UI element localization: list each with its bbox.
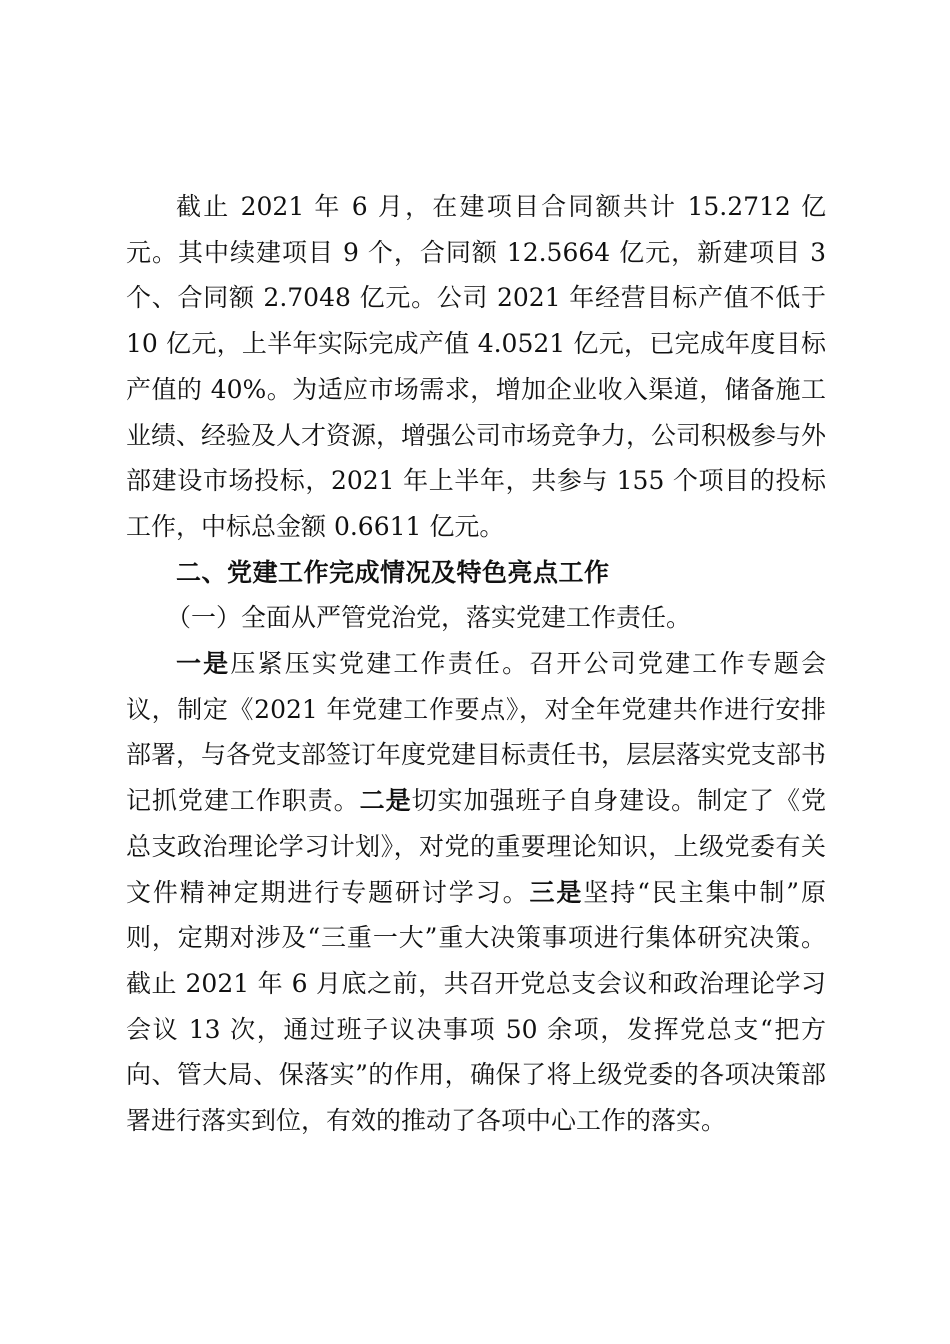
lead-phrase-second: 二是 <box>359 786 412 816</box>
paragraph-text-third: 坚持“民主集中制”原则，定期对涉及“三重一大”重大决策事项进行集体研究决策。截止 2021 年 6 月底之前，共召开党总支会议和政治理论学习会议 13 次，通过班子议决事项 50 余项，发挥党总支“把方向、管大局、保落实”的作用，确保了将上级党委的各项决策部署进行落实到位，有效的推动了各项中心工作的落实。 <box>126 877 826 1136</box>
section-heading: 二、党建工作完成情况及特色亮点工作 <box>176 557 610 587</box>
lead-phrase-third: 三是 <box>529 877 584 907</box>
paragraph-party-building <box>126 641 826 1144</box>
paragraph-project-summary: 截止 2021 年 6 月，在建项目合同额共计 15.2712 亿元。其中续建项目 9 个，合同额 12.5664 亿元，新建项目 3 个、合同额 2.7048 亿元。公司 2021 年经营目标产值不低于 10 亿元，上半年实际完成产值 4.0521 亿元，已完成年度目标产值的 40%。为适应市场需求，增加企业收入渠道，储备施工业绩、经验及人才资源，增强公司市场竞争力，公司积极参与外部建设市场投标，2021 年上半年，共参与 155 个项目的投标工作，中标总金额 0.6611 亿元。 <box>126 192 827 541</box>
paragraph-text-second: 切实加强班子自身建设。制定了《党总支政治理论学习计划》，对党的重要理论知识，上级党委有关文件精神定期进行专题研讨学习。 <box>126 786 826 907</box>
document-body <box>126 184 826 1144</box>
lead-phrase-first: 一是 <box>176 649 231 679</box>
paragraph-text-first: 压紧压实党建工作责任。召开公司党建工作专题会议，制定《2021 年党建工作要点》，对全年党建共作进行安排部署，与各党支部签订年度党建目标责任书，层层落实党支部书记抓党建工作职责。 <box>126 649 827 816</box>
subsection-heading: （一）全面从严管党治党，落实党建工作责任。 <box>166 603 692 633</box>
